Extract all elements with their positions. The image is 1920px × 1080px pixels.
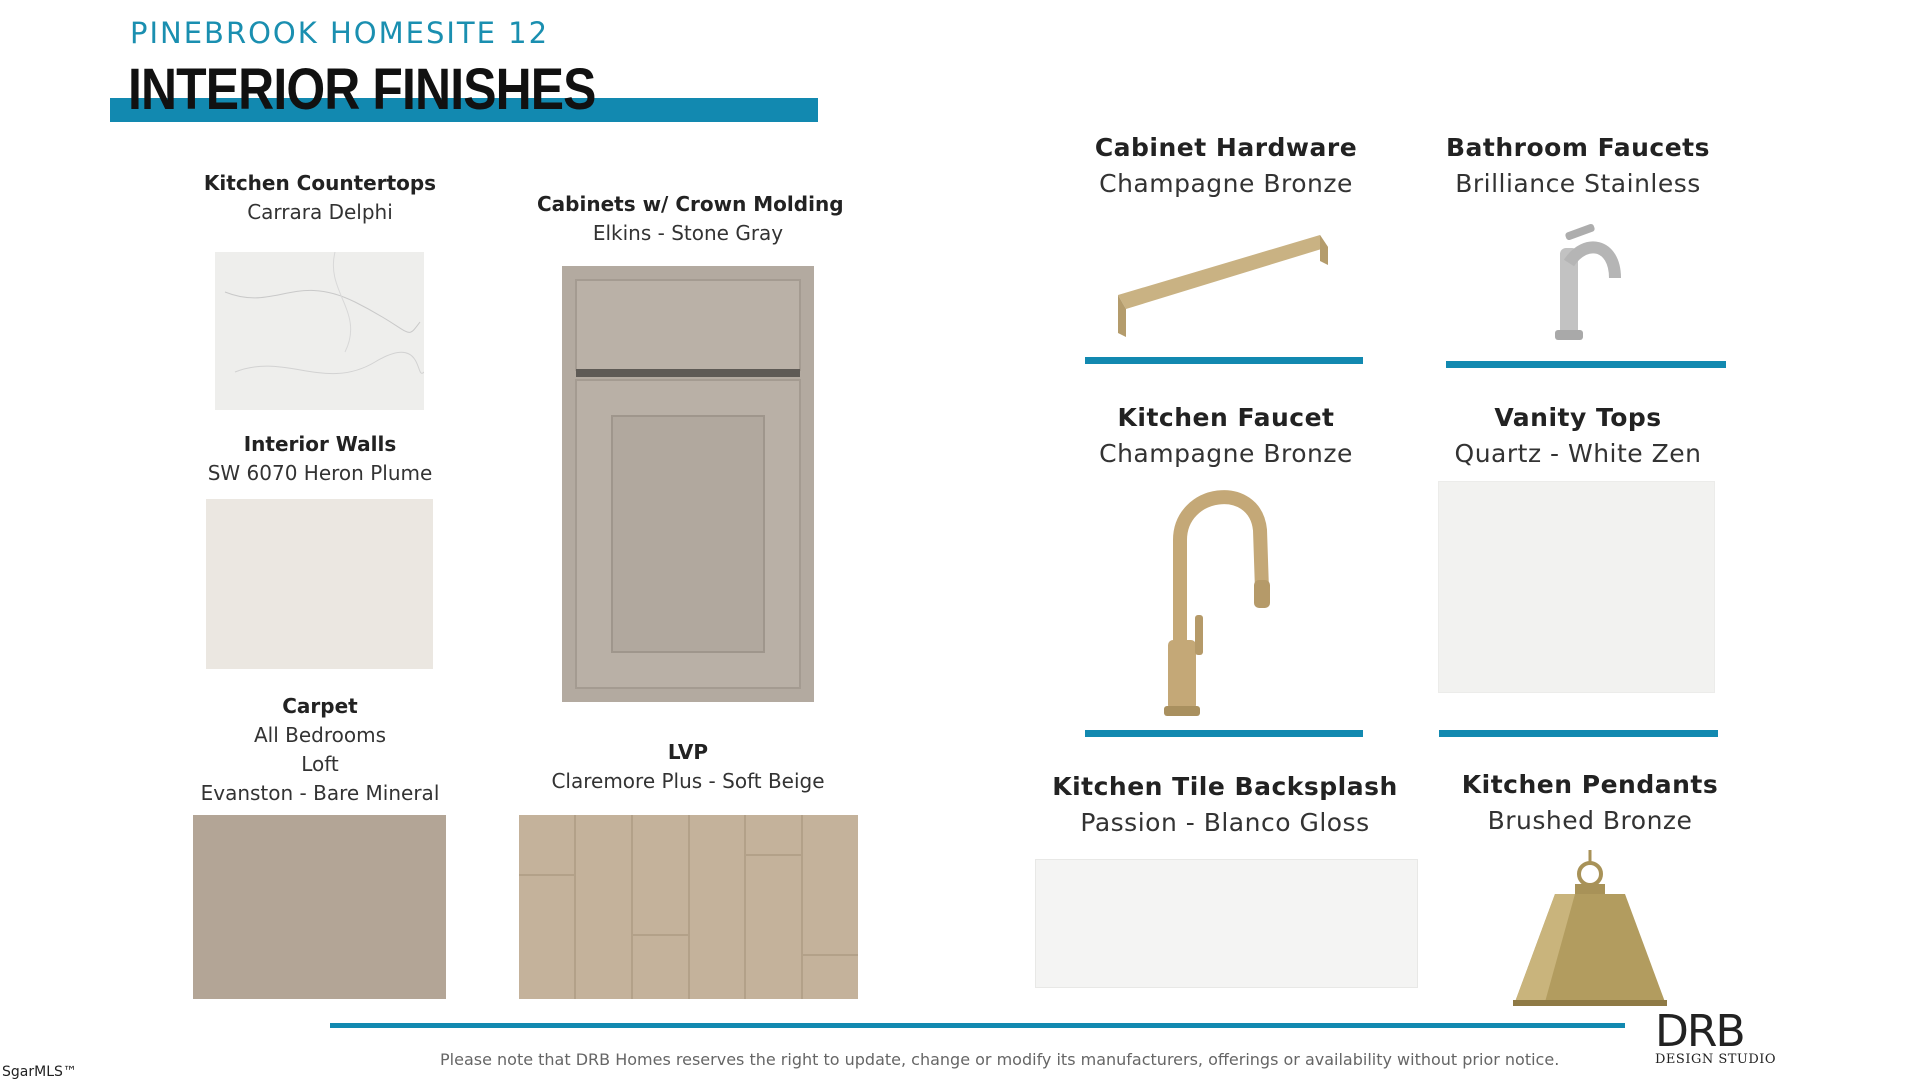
lvp-swatch: [519, 815, 858, 999]
caption-label: Kitchen Countertops: [203, 171, 437, 195]
caption-value: Evanston - Bare Mineral: [200, 781, 440, 805]
caption-line: Loft: [301, 752, 339, 776]
caption-value: Elkins - Stone Gray: [592, 221, 784, 245]
caption-value: Champagne Bronze: [1099, 439, 1353, 468]
caption-label: Carpet: [282, 694, 358, 718]
caption-interior-walls: [180, 430, 460, 488]
caption-value: Passion - Blanco Gloss: [1080, 808, 1370, 837]
caption-value: SW 6070 Heron Plume: [207, 461, 433, 485]
caption-kitchen-pendants: [1430, 767, 1750, 839]
wall-paint-swatch: [206, 499, 433, 669]
caption-label: Vanity Tops: [1494, 403, 1662, 432]
caption-label: LVP: [667, 740, 709, 764]
caption-kitchen-faucet: [1066, 400, 1386, 472]
caption-label: Bathroom Faucets: [1446, 133, 1710, 162]
caption-value: Carrara Delphi: [247, 200, 393, 224]
caption-vanity-tops: [1418, 400, 1738, 472]
section-divider: [1085, 357, 1363, 364]
backsplash-tile-swatch: [1035, 859, 1418, 988]
caption-label: Interior Walls: [243, 432, 397, 456]
kitchen-faucet-drawing: [1150, 480, 1310, 720]
pendant-light-image: [1505, 850, 1675, 1010]
marble-vein-pattern: [215, 252, 424, 410]
caption-value: Champagne Bronze: [1099, 169, 1353, 198]
caption-lvp: [520, 738, 856, 796]
footer-divider: [330, 1023, 1625, 1028]
page-title: INTERIOR FINISHES: [128, 57, 596, 122]
bathroom-faucet-drawing: [1545, 218, 1635, 343]
caption-value: Quartz - White Zen: [1454, 439, 1702, 468]
countertop-swatch: [215, 252, 424, 410]
kitchen-faucet-image: [1150, 480, 1310, 720]
cabinet-door-image: [562, 266, 814, 702]
caption-kitchen-countertops: [200, 169, 440, 227]
vanity-top-swatch: [1438, 481, 1715, 693]
drb-logo-subtitle: DESIGN STUDIO: [1655, 1052, 1777, 1067]
caption-line: All Bedrooms: [253, 723, 387, 747]
caption-backsplash: [1040, 769, 1410, 841]
section-divider: [1439, 730, 1718, 737]
section-divider: [1085, 730, 1363, 737]
cabinet-pull-image: [1110, 225, 1335, 340]
caption-cabinets: [537, 190, 844, 248]
caption-value: Brilliance Stainless: [1455, 169, 1701, 198]
caption-bathroom-faucets: [1418, 130, 1738, 202]
caption-cabinet-hardware: [1066, 130, 1386, 202]
caption-label: Kitchen Faucet: [1117, 403, 1335, 432]
caption-label: Kitchen Pendants: [1461, 770, 1719, 799]
bathroom-faucet-image: [1545, 218, 1635, 343]
pendant-light-drawing: [1505, 850, 1675, 1010]
section-divider: [1446, 361, 1726, 368]
mls-watermark: SgarMLS™: [2, 1064, 77, 1080]
caption-value: Claremore Plus - Soft Beige: [551, 769, 825, 793]
wood-plank-pattern: [519, 815, 858, 999]
caption-value: Brushed Bronze: [1487, 806, 1693, 835]
caption-label: Kitchen Tile Backsplash: [1052, 772, 1398, 801]
caption-label: Cabinets w/ Crown Molding: [537, 192, 844, 216]
carpet-swatch: [193, 815, 446, 999]
drb-logo: DRB: [1655, 1006, 1744, 1057]
caption-carpet: [180, 692, 460, 808]
cabinet-pull-drawing: [1110, 225, 1335, 340]
page-subtitle: PINEBROOK HOMESITE 12: [130, 16, 550, 50]
caption-label: Cabinet Hardware: [1094, 133, 1358, 162]
footer-disclaimer: Please note that DRB Homes reserves the right to update, change or modify its manufacturers, offerings or availability without prior notice.: [440, 1050, 1560, 1069]
cabinet-door-drawing: [562, 266, 814, 702]
